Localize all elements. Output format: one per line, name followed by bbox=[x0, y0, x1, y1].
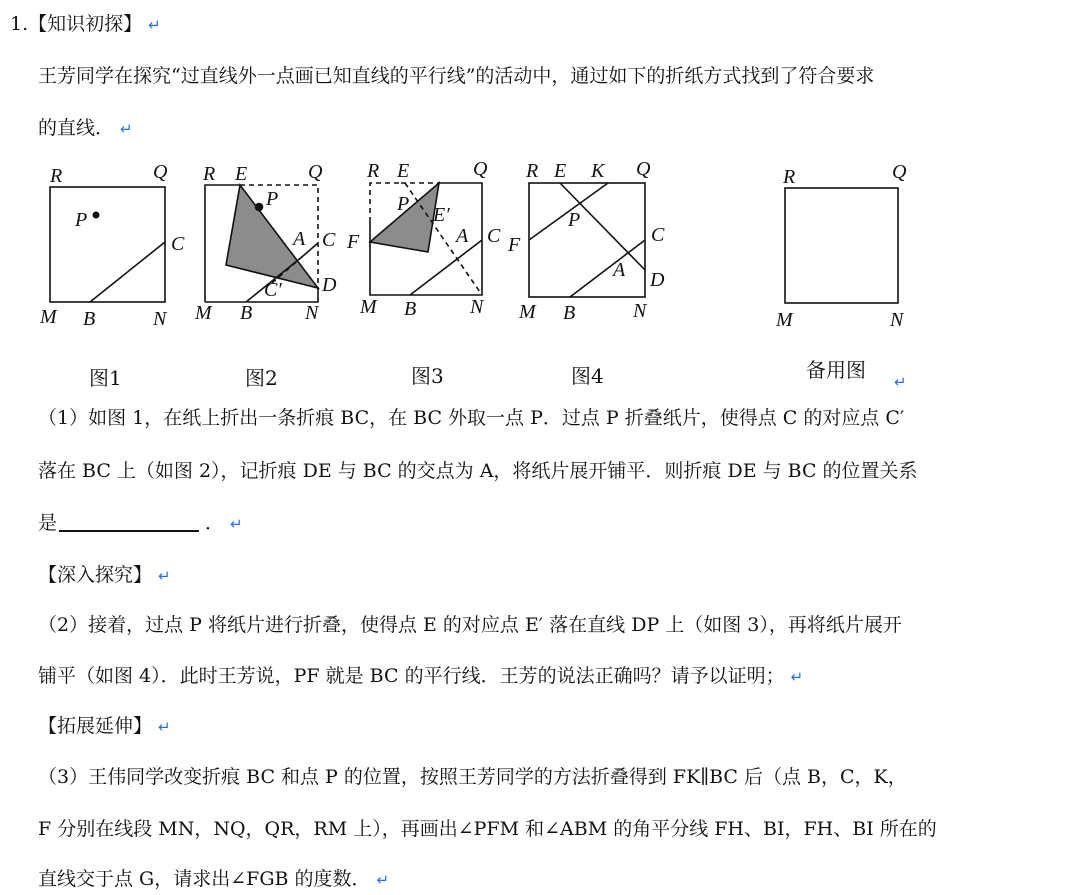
label-R: R bbox=[203, 163, 216, 185]
answer-blank[interactable] bbox=[59, 512, 199, 532]
label-D: D bbox=[650, 269, 665, 291]
label-K: K bbox=[591, 160, 605, 182]
return-icon: ↵ bbox=[158, 718, 171, 736]
label-A: A bbox=[456, 225, 469, 247]
label-Q: Q bbox=[153, 161, 168, 183]
label-R: R bbox=[50, 165, 63, 187]
return-icon: ↵ bbox=[120, 120, 133, 138]
part2-line-1 bbox=[38, 613, 902, 637]
part3-line-2 bbox=[38, 817, 937, 841]
part1-line-1 bbox=[38, 406, 904, 430]
part1-text-2: 落在 BC 上（如图 2），记折痕 DE 与 BC 的交点为 A，将纸片展开铺平．则折痕 DE 与 BC 的位置关系 bbox=[38, 460, 918, 482]
label-E: E bbox=[554, 160, 567, 182]
label-N: N bbox=[153, 308, 167, 330]
label-R: R bbox=[526, 160, 539, 182]
return-icon: ↵ bbox=[894, 373, 907, 391]
label-P: P bbox=[397, 193, 410, 215]
label-C-prime: C′ bbox=[264, 279, 282, 301]
section-deep-explore bbox=[38, 563, 171, 588]
intro-text-1: 王芳同学在探究“过直线外一点画已知直线的平行线”的活动中，通过如下的折纸方式找到了符合要求 bbox=[38, 65, 875, 87]
part3-text-3: 直线交于点 G，请求出∠FGB 的度数． bbox=[38, 868, 371, 890]
part1-line-2 bbox=[38, 459, 918, 483]
label-Q: Q bbox=[636, 158, 651, 180]
label-C: C bbox=[651, 224, 665, 246]
label-C: C bbox=[322, 229, 336, 251]
label-M: M bbox=[360, 296, 377, 318]
label-B: B bbox=[563, 302, 576, 324]
label-P: P bbox=[75, 209, 88, 231]
return-icon: ↵ bbox=[790, 668, 804, 686]
question-number: 1. bbox=[10, 13, 29, 35]
caption-spare-text: 备用图 bbox=[806, 358, 866, 382]
part1-text-3b: ． bbox=[205, 512, 225, 534]
part2-line-2 bbox=[38, 664, 803, 689]
label-N: N bbox=[890, 309, 904, 331]
part3-line-3 bbox=[38, 867, 389, 892]
caption-figure-4: 图4 bbox=[571, 364, 604, 388]
caption-figure-3: 图3 bbox=[411, 364, 444, 388]
label-Q: Q bbox=[892, 161, 907, 183]
label-C: C bbox=[171, 233, 185, 255]
label-D: D bbox=[322, 274, 337, 296]
section-title-deep: 【深入探究】 bbox=[38, 564, 153, 586]
label-A: A bbox=[293, 228, 306, 250]
return-icon: ↵ bbox=[148, 16, 161, 34]
label-R: R bbox=[783, 166, 796, 188]
section-title-extension: 【拓展延伸】 bbox=[38, 715, 153, 737]
part2-text-2: 铺平（如图 4）．此时王芳说，PF 就是 BC 的平行线．王芳的说法正确吗？请予以证明； bbox=[38, 665, 785, 687]
caption-figure-1: 图1 bbox=[89, 366, 122, 390]
label-R: R bbox=[367, 160, 380, 182]
label-N: N bbox=[633, 300, 647, 322]
intro-text-2: 的直线． bbox=[38, 117, 115, 139]
label-P: P bbox=[568, 209, 581, 231]
label-N: N bbox=[470, 296, 484, 318]
label-F: F bbox=[347, 231, 360, 253]
label-E-prime: E′ bbox=[433, 204, 450, 226]
return-icon: ↵ bbox=[158, 567, 171, 585]
label-Q: Q bbox=[308, 161, 323, 183]
part3-text-2: F 分别在线段 MN，NQ，QR，RM 上），再画出∠PFM 和∠ABM 的角平分线 FH、BI，FH、BI 所在的 bbox=[38, 818, 937, 840]
part1-text-3a: 是 bbox=[38, 512, 58, 534]
section-extension bbox=[38, 714, 171, 739]
label-F: F bbox=[508, 234, 521, 256]
label-M: M bbox=[519, 301, 536, 323]
return-icon: ↵ bbox=[376, 871, 390, 889]
label-B: B bbox=[404, 298, 417, 320]
part1-text-1: （1）如图 1，在纸上折出一条折痕 BC，在 BC 外取一点 P．过点 P 折叠纸片，使得点 C 的对应点 C′ bbox=[38, 407, 905, 429]
label-P: P bbox=[266, 188, 279, 210]
label-E: E bbox=[397, 160, 410, 182]
part1-line-3 bbox=[38, 511, 243, 536]
figures-svg bbox=[0, 0, 1080, 395]
return-icon: ↵ bbox=[230, 515, 243, 533]
caption-figure-spare bbox=[806, 354, 907, 391]
label-A: A bbox=[613, 259, 626, 281]
part3-text-1: （3）王伟同学改变折痕 BC 和点 P 的位置，按照王芳同学的方法折叠得到 FK∥BC 后（点 B，C，K， bbox=[38, 766, 907, 788]
label-M: M bbox=[776, 309, 793, 331]
figure-spare bbox=[785, 188, 898, 303]
point-P-dot bbox=[93, 212, 100, 219]
label-B: B bbox=[83, 308, 96, 330]
label-C: C bbox=[487, 225, 501, 247]
label-N: N bbox=[305, 302, 319, 324]
label-E: E bbox=[235, 163, 248, 185]
label-M: M bbox=[195, 302, 212, 324]
section-title-explore: 【知识初探】 bbox=[28, 13, 143, 35]
label-M: M bbox=[40, 306, 57, 328]
label-B: B bbox=[240, 302, 253, 324]
figure-spare-labels bbox=[775, 161, 907, 331]
caption-figure-2: 图2 bbox=[245, 366, 278, 390]
label-Q: Q bbox=[473, 158, 488, 180]
part3-line-1 bbox=[38, 765, 907, 789]
figure-4 bbox=[529, 183, 645, 297]
part2-text-1: （2）接着，过点 P 将纸片进行折叠，使得点 E 的对应点 E′ 落在直线 DP 上（如图 3），再将纸片展开 bbox=[38, 614, 902, 636]
figure-1 bbox=[50, 187, 165, 302]
